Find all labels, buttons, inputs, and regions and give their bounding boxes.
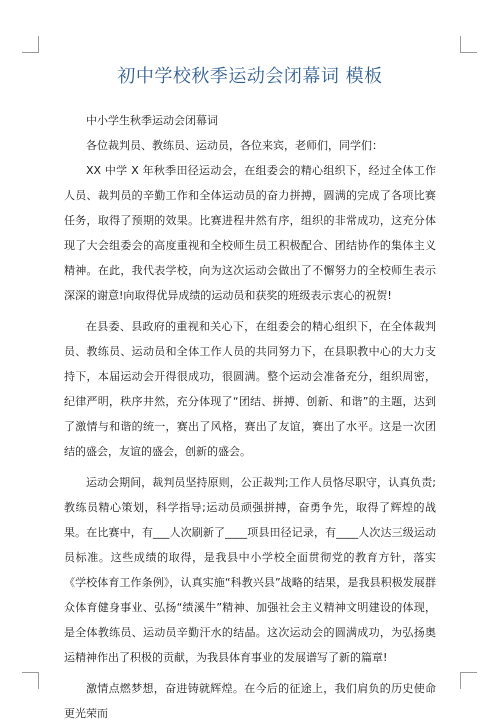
document-title: 初中学校秋季运动会闭幕词 模板 [117, 66, 383, 87]
body-paragraph: 在县委、县政府的重视和关心下，在组委会的精心组织下，在全体裁判员、教练员、运动员和全体工作人员的共同努力下，在县职教中心的大力支持下，本届运动会开得很成功，很圆满。整个运动会准备充分，组织周密，纪律严明，秩序井然，充分体现了“团结、拼搏、创新、和谐”的主题，达到了激情与和谐的统一，赛出了风格，赛出了友谊，赛出了水平。这是一次团结的盛会，友谊的盛会，创新的盛会。 [64, 320, 436, 458]
salutation-paragraph: 各位裁判员、教练员、运动员，各位来宾，老师们，同学们： [86, 139, 383, 152]
crop-mark-top-right [460, 36, 477, 53]
crop-mark-bottom-right [460, 672, 477, 689]
body-paragraph: 激情点燃梦想，奋进铸就辉煌。在今后的征途上，我们肩负的历史使命更光荣而 [64, 682, 436, 720]
document-subtitle: 中小学生秋季运动会闭幕词 [86, 114, 218, 127]
crop-mark-bottom-left [22, 672, 39, 689]
body-paragraph: 运动会期间，裁判员坚持原则，公正裁判;工作人员恪尽职守，认真负责;教练员精心策划，科学指导;运动员顽强拼搏，奋勇争先，取得了辉煌的战果。在比赛中，有___人次刷新了____项县田径记录，有____人次达三级运动员标准。这些成绩的取得，是我县中小学校全面贯彻党的教育方针，落实《学校体育工作条例》，认真实施“科教兴县”战略的结果，是我县积极发展群众体育健身事业、弘扬“绩溪牛”精神、加强社会主义精神文明建设的体现，是全体教练员、运动员辛勤汗水的结晶。这次运动会的圆满成功，为弘扬奥运精神作出了积极的贡献，为我县体育事业的发展谱写了新的篇章! [64, 476, 436, 664]
crop-mark-top-left [22, 36, 39, 53]
body-paragraph: XX 中学 X 年秋季田径运动会，在组委会的精心组织下，经过全体工作人员、裁判员的辛勤工作和全体运动员的奋力拼搏，圆满的完成了各项比赛任务，取得了预期的效果。比赛进程井然有序，组织的非常成功，这充分体现了大会组委会的高度重视和全校师生员工积极配合、团结协作的集体主义精神。在此，我代表学校，向为这次运动会做出了不懈努力的全校师生表示深深的谢意!向取得优异成绩的运动员和获奖的班级表示衷心的祝贺! [64, 164, 436, 302]
document-body [64, 108, 436, 726]
